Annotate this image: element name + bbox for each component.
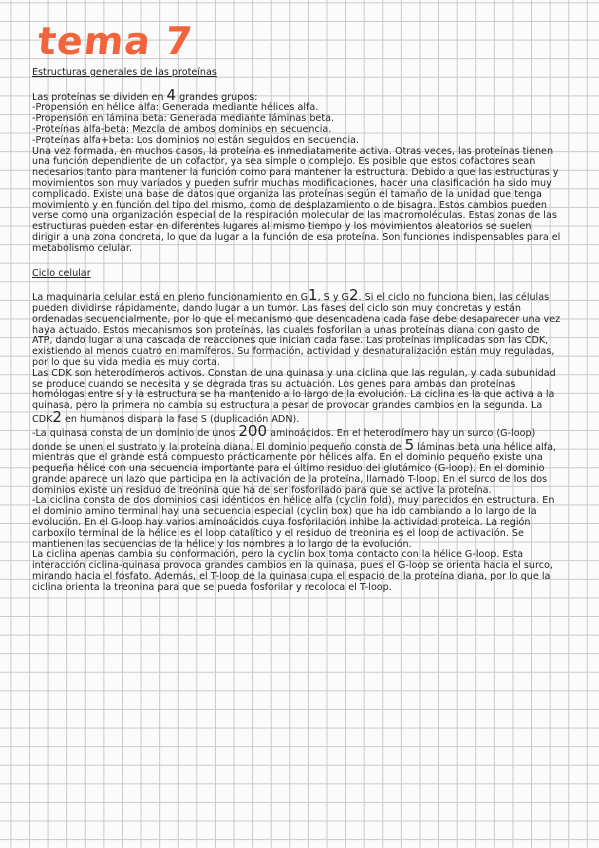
list-item: -Propensión en hélice alfa: Generada mediante hélices alfa. bbox=[32, 102, 319, 114]
paragraph: -La ciclina consta de dos dominios casi idénticos en hélice alfa (cyclin fold), muy parecidos en estructura. En el dominio amino terminal hay una secuencia especial (cyclin box) que ha ido cambiando a lo largo de la evolución. En el G-loop hay varios aminoácidos cuya fosforilación inhibe la actividad proteica. La región carboxilo terminal de la hélice es el loop catalítico y el residuo de treonina es el loop de activación. Se mantienen las secuencias de la hélice y los nombres a lo largo de la evolución. bbox=[32, 495, 555, 550]
paragraph: La maquinaria celular está en pleno funcionamiento en G1, S y G2. Si el ciclo no funciona bien, las células pueden dividirse rápidamente, dando lugar a un tumor. Las fases del ciclo son muy concretas y están ordenadas secuencialmente, por lo que el mecanismo que desencadena cada fase debe desaparecer una vez haya actuado. Estos mecanismos son proteínas, las cuales fosforilan a unas proteínas diana con gasto de ATP, dando lugar a una cascada de reacciones que inician cada fase. Las proteínas implicadas son las CDK, existiendo al menos cuatro en mamíferos. Su formación, actividad y desnaturalización están muy reguladas, por lo que su vida media es muy corta. bbox=[32, 286, 561, 368]
paragraph: La ciclina apenas cambia su conformación, pero la cyclin box toma contacto con la hélice G-loop. Esta interacción ciclina-quinasa provoca grandes cambios en la quinasa, pues el G-loop se orienta hacia el surco, mirando hacia el fosfato. Además, el T-loop de la quinasa cupa el espacio de la proteína diana, por lo que la ciclina orienta la treonina para que se pueda fosforilar y recoloca el T-loop. bbox=[32, 549, 553, 593]
section-heading-ciclo: Ciclo celular bbox=[32, 267, 91, 279]
section-heading-estructuras: Estructuras generales de las proteínas bbox=[32, 67, 217, 78]
list-item: -Propensión en lámina beta: Generada mediante láminas beta. bbox=[32, 113, 335, 125]
paragraph: Una vez formada, en muchos casos, la proteína es inmediatamente activa. Otras veces, las proteínas tienen una función dependiente de un cofactor, ya sea simple o complejo. Es posible que estos cofactores sean necesarios tanto para mantener la función como para mantener la estructura. Debido a que las estructuras y movimientos son muy variados y pueden sufrir muchas modificaciones, hacer una clasificación ha sido muy complicado. Existe una base de datos que organiza las proteínas según el tamaño de la unidad que tenga movimiento y en función del tipo del mismo, como de desplazamiento o de bisagra. Estos cambios pueden verse como una organización especial de la respiración molecular de las macromoléculas. Estas zonas de las estructuras pueden estar en diferentes lugares al mismo tiempo y los movimientos aleatorios se suelen dirigir a una zona concreta, lo que da lugar a la función de esa proteína. Son funciones indispensables para el metabolismo celular. bbox=[32, 145, 561, 254]
page-title: tema 7 bbox=[35, 19, 196, 63]
paragraph: -La quinasa consta de un dominio de unos 200 aminoácidos. En el heterodímero hay un surco (G-loop) donde se unen el sustrato y la proteína diana. El dominio pequeño consta de 5 láminas beta una hélice alfa, mientras que el grande está compuesto prácticamente por hélices alfa. En el dominio pequeño existe una pequeña hélice con una secuencia importante para el último residuo del glutámico (G-loop). En el dominio grande aparece un lazo que participa en la activación de la proteína, llamado T-loop. En el surco de los dos dominios existe un residuo de treonina que ha de ser fosforilado para que se active la proteína. bbox=[32, 421, 556, 496]
intro-number: 4 bbox=[166, 85, 177, 104]
intro-line: Las proteínas se dividen en 4 grandes grupos: bbox=[32, 85, 258, 104]
list-item: -Proteínas alfa-beta: Mezcla de ambos dominios en secuencia. bbox=[32, 123, 332, 135]
paragraph: Las CDK son heterodímeros activos. Constan de una quinasa y una ciclina que las regulan, y cada subunidad se produce cuando se necesita y se degrada tras su actuación. Los genes para ambas dan proteínas homólogas entre sí y la estructura se ha mantenido a lo largo de la evolución. La ciclina es la que activa a la quinasa, pero la primera no cambia su estructura a pesar de provocar grandes cambios en la segunda. La CDK2 en humanos dispara la fase S (duplicación ADN). bbox=[32, 367, 556, 426]
notes-body bbox=[32, 68, 562, 594]
list-item: -Proteínas alfa+beta: Los dominios no están seguidos en secuencia. bbox=[32, 134, 360, 146]
